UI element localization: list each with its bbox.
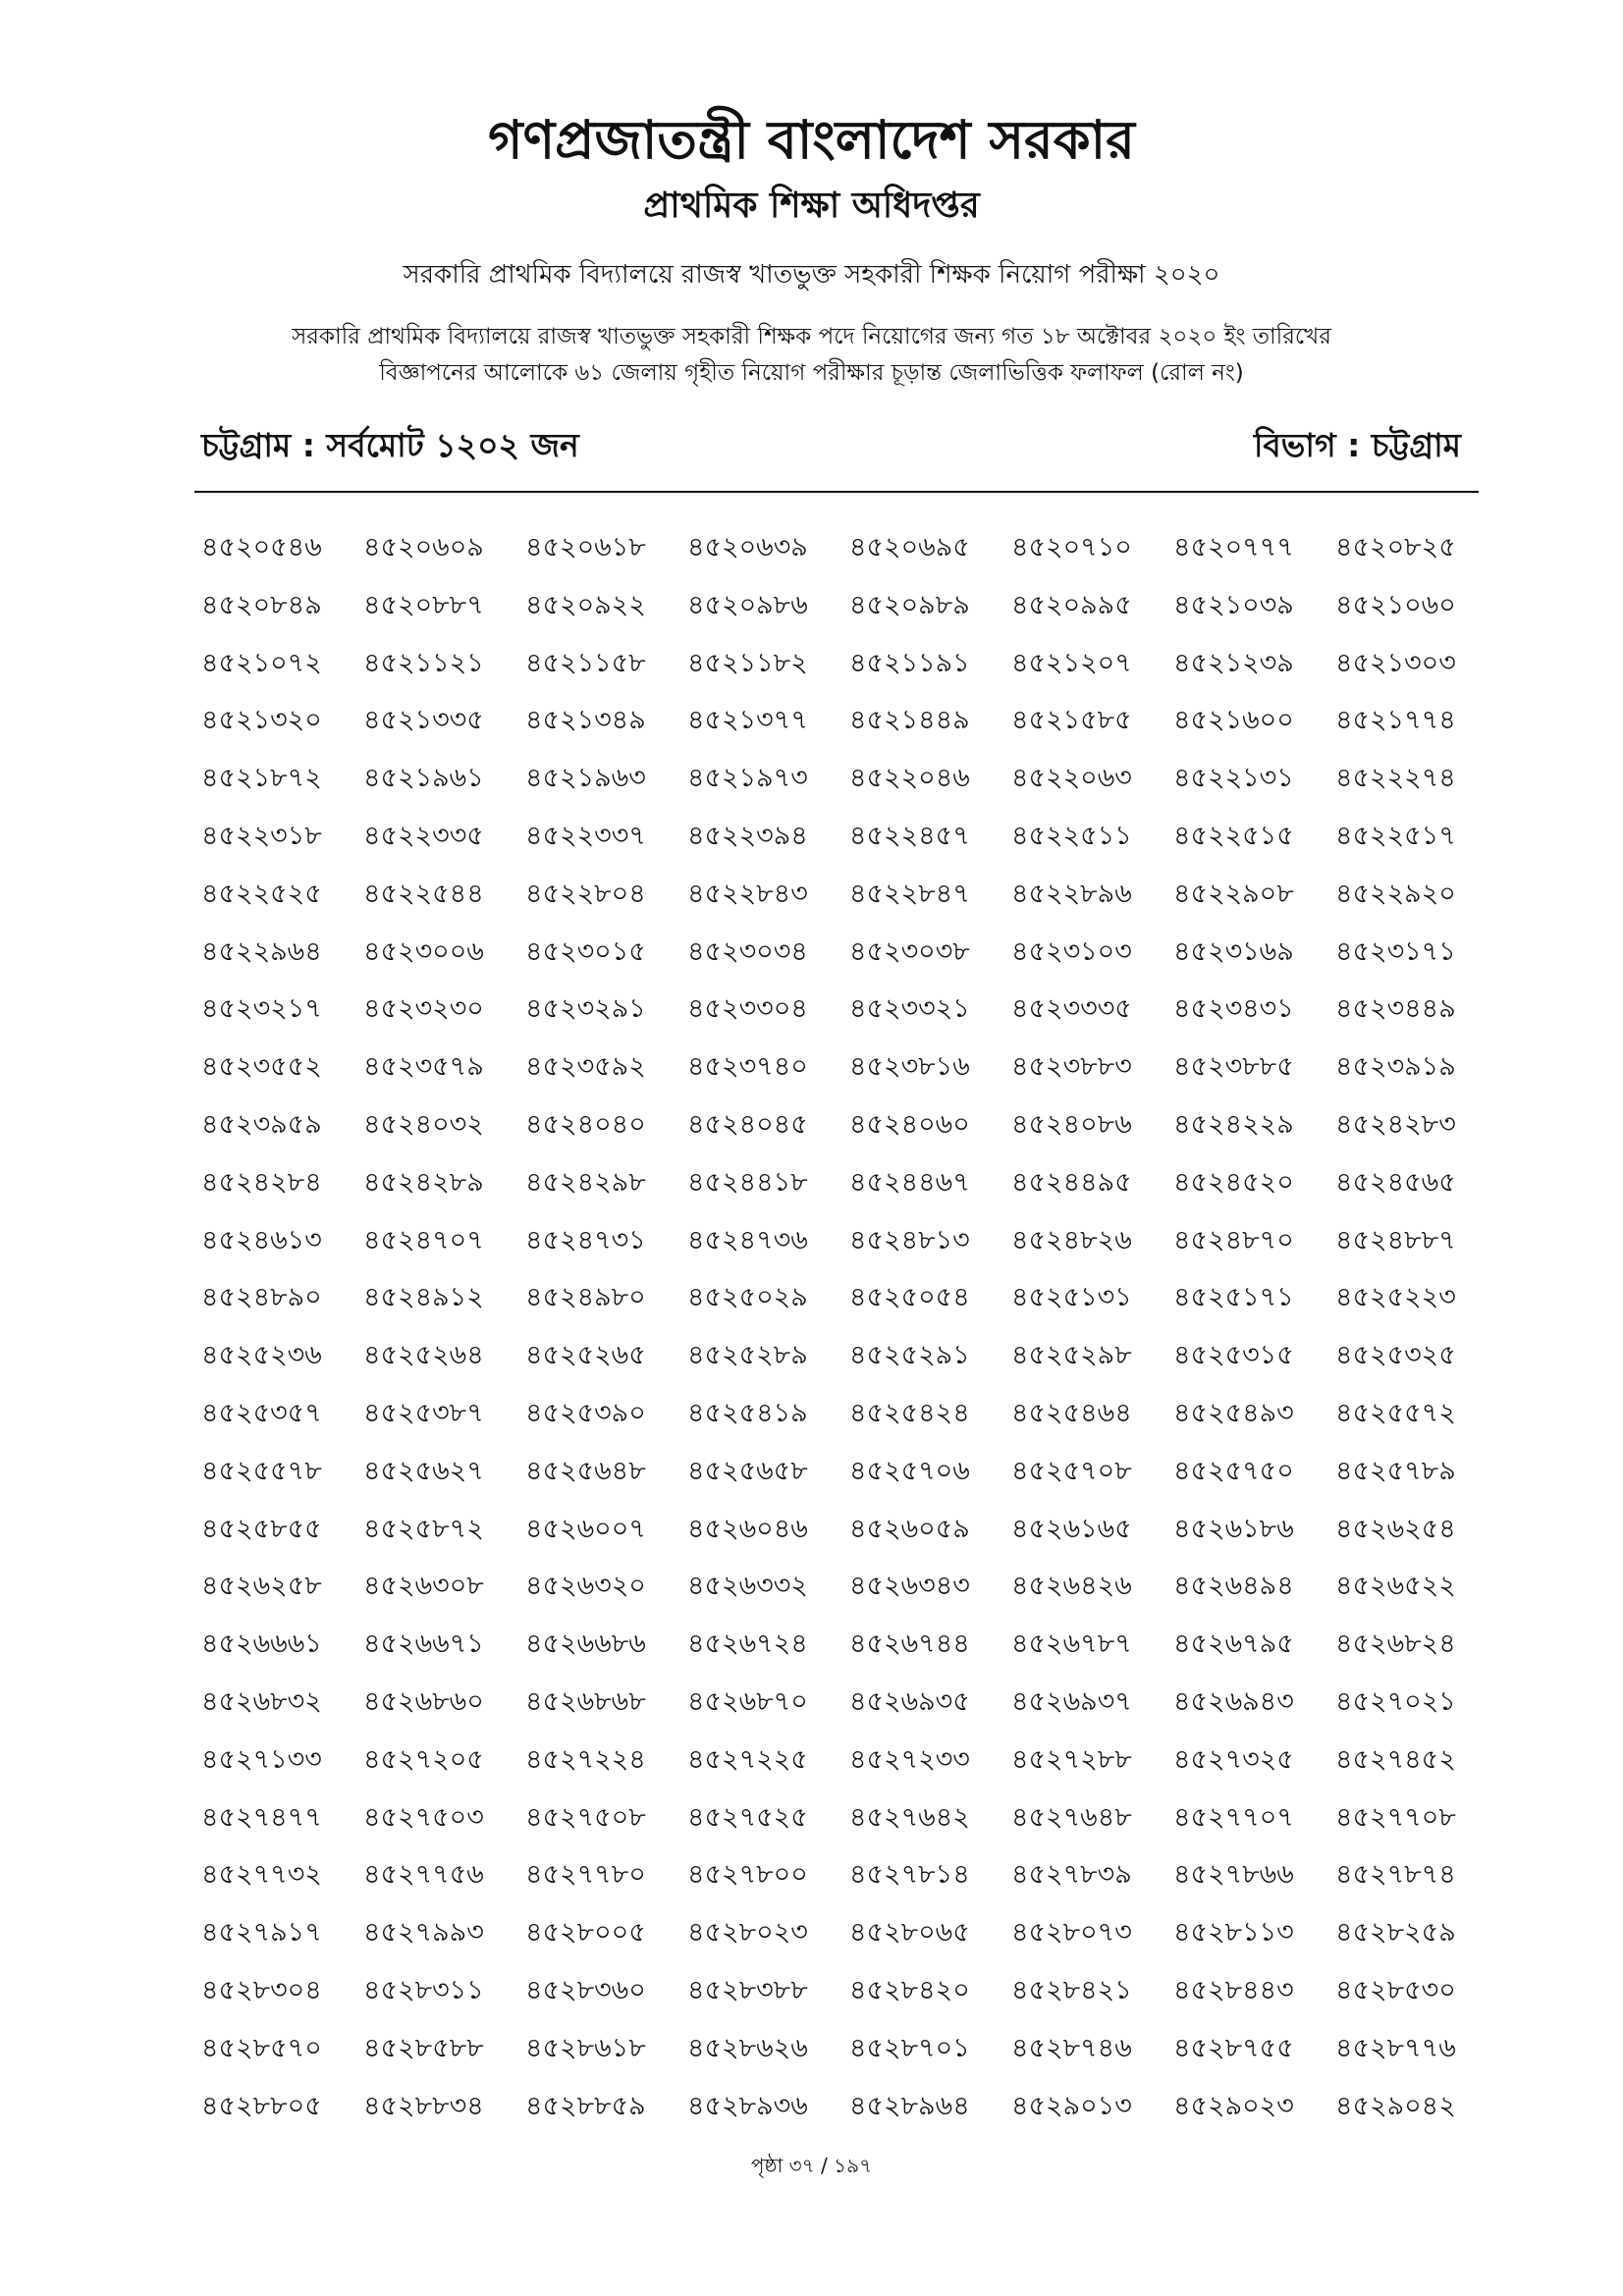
- roll-number: ৪৫২১৩৪৯: [525, 705, 646, 736]
- roll-number: ৪৫২৭৬৪২: [849, 1801, 970, 1833]
- roll-number: ৪৫২২৯০৮: [1173, 878, 1294, 909]
- exam-name: সরকারি প্রাথমিক বিদ্যালয়ে রাজস্ব খাতভুক্ত সহকারী শিক্ষক নিয়োগ পরীক্ষা ২০২০: [403, 260, 1220, 290]
- roll-number: ৪৫২১৭৭৪: [1335, 705, 1456, 736]
- roll-number: ৪৫২১২৩৯: [1173, 647, 1294, 678]
- roll-number: ৪৫২৭৯১৭: [201, 1917, 322, 1949]
- roll-number: ৪৫২৭১৩৩: [201, 1743, 322, 1775]
- roll-number: ৪৫২৬৯৩৭: [1011, 1685, 1132, 1717]
- roll-number: ৪৫২৫২৬৫: [525, 1340, 646, 1371]
- roll-number: ৪৫২৫৭৫০: [1173, 1455, 1294, 1486]
- roll-number: ৪৫২৮৩১১: [363, 1974, 484, 2005]
- roll-number: ৪৫২৬৬৬১: [201, 1629, 322, 1660]
- roll-number: ৪৫২৪২৮৩: [1335, 1108, 1456, 1140]
- roll-number: ৪৫২১১২১: [363, 647, 484, 678]
- roll-number: ৪৫২৫৪১৯: [687, 1397, 808, 1428]
- roll-number: ৪৫২৬৭৮৭: [1011, 1629, 1132, 1660]
- roll-number: ৪৫২০৬৩৯: [687, 532, 808, 562]
- roll-number: ৪৫২০৬৯৫: [849, 532, 970, 562]
- roll-number: ৪৫২৬১৮৬: [1173, 1513, 1294, 1544]
- roll-number: ৪৫২২০৪৬: [849, 763, 970, 794]
- roll-number: ৪৫২৩০৩৪: [687, 935, 808, 967]
- roll-number: ৪৫২৮৯৩৬: [687, 2090, 808, 2121]
- roll-number: ৪৫২৭৯৯৩: [363, 1917, 484, 1949]
- roll-number: ৪৫২৪৮২৬: [1011, 1224, 1132, 1255]
- roll-number: ৪৫২৭৮০০: [687, 1859, 808, 1891]
- roll-number: ৪৫২৫৩৫৭: [201, 1397, 322, 1428]
- roll-number: ৪৫২৩১৬৯: [1173, 935, 1294, 967]
- roll-number: ৪৫২৫২২৩: [1335, 1282, 1456, 1313]
- notice-line-2: বিজ্ঞাপনের আলোকে ৬১ জেলায় গৃহীত নিয়োগ পরীক্ষার চূড়ান্ত জেলাভিত্তিক ফলাফল (রোল নং): [379, 360, 1244, 386]
- roll-number: ৪৫২১৩৭৭: [687, 705, 808, 736]
- roll-number: ৪৫২৪০৪৫: [687, 1108, 808, 1140]
- roll-number: ৪৫২৭৭০৮: [1335, 1801, 1456, 1833]
- roll-number: ৪৫২১৯৬৩: [525, 763, 646, 794]
- roll-number: ৪৫২৭২৮৮: [1011, 1743, 1132, 1775]
- roll-number: ৪৫২৭৩২৫: [1173, 1743, 1294, 1775]
- roll-number: ৪৫২৬২৫৪: [1335, 1513, 1456, 1544]
- roll-number: ৪৫২৩২৩০: [363, 993, 484, 1025]
- roll-number: ৪৫২২২৭৪: [1335, 763, 1456, 794]
- roll-number: ৪৫২২৫১১: [1011, 820, 1132, 851]
- roll-number: ৪৫২০৮২৫: [1335, 532, 1456, 562]
- roll-number: ৪৫২৬১৬৫: [1011, 1513, 1132, 1544]
- roll-number: ৪৫২৬৬৮৬: [525, 1629, 646, 1660]
- district-total-heading: চট্টগ্রাম : সর্বমোট ১২০২ জন: [201, 426, 579, 464]
- roll-number: ৪৫২৬০৪৬: [687, 1513, 808, 1544]
- roll-number: ৪৫২৮৩৮৮: [687, 1974, 808, 2005]
- roll-number: ৪৫২২৪৫৭: [849, 820, 970, 851]
- roll-number: ৪৫২১৬০০: [1173, 705, 1294, 736]
- roll-number: ৪৫২৭০২১: [1335, 1685, 1456, 1717]
- roll-number: ৪৫২৪৪১৮: [687, 1166, 808, 1198]
- roll-number: ৪৫২৮৩৬০: [525, 1974, 646, 2005]
- roll-number: ৪৫২২৯৬৪: [201, 935, 322, 967]
- roll-number: ৪৫২৩৫৯২: [525, 1051, 646, 1083]
- roll-number: ৪৫২৬৮৩২: [201, 1685, 322, 1717]
- roll-number: ৪৫২১১৯১: [849, 647, 970, 678]
- roll-number: ৪৫২১৮৭২: [201, 763, 322, 794]
- roll-number: ৪৫২২৫৪৪: [363, 878, 484, 909]
- roll-number: ৪৫২৪৯১২: [363, 1282, 484, 1313]
- roll-number: ৪৫২৩১৭১: [1335, 935, 1456, 967]
- roll-number: ৪৫২৪০৪০: [525, 1108, 646, 1140]
- roll-number: ৪৫২৬৯৩৫: [849, 1685, 970, 1717]
- roll-number: ৪৫২৫২৯৮: [1011, 1340, 1132, 1371]
- roll-number: ৪৫২০৬১৮: [525, 532, 646, 562]
- roll-number: ৪৫২৭৪৭৭: [201, 1801, 322, 1833]
- roll-number: ৪৫২৬৩০৮: [363, 1571, 484, 1602]
- roll-number: ৪৫২৬৭৪৪: [849, 1629, 970, 1660]
- roll-number: ৪৫২৮১১৩: [1173, 1917, 1294, 1949]
- notice-line-1: সরকারি প্রাথমিক বিদ্যালয়ে রাজস্ব খাতভুক্ত সহকারী শিক্ষক পদে নিয়োগের জন্য গত ১৮ অক্টোবর ২০২০ ইং তারিখের: [292, 324, 1331, 349]
- roll-number: ৪৫২৮০৬৫: [849, 1917, 970, 1949]
- roll-number: ৪৫২৫২৩৬: [201, 1340, 322, 1371]
- roll-number: ৪৫২৯০২৩: [1173, 2090, 1294, 2121]
- roll-number: ৪৫২২৮৯৬: [1011, 878, 1132, 909]
- roll-number: ৪৫২২০৬৩: [1011, 763, 1132, 794]
- roll-number: ৪৫২৭৪৫২: [1335, 1743, 1456, 1775]
- roll-number: ৪৫২০৭৭৭: [1173, 532, 1294, 562]
- roll-number: ৪৫২৫৪৯৩: [1173, 1397, 1294, 1428]
- roll-number: ৪৫২৯০৪২: [1335, 2090, 1456, 2121]
- roll-number: ৪৫২৮২৫৯: [1335, 1917, 1456, 1949]
- roll-number: ৪৫২০৫৪৬: [201, 532, 322, 562]
- roll-number: ৪৫২২৩৯৪: [687, 820, 808, 851]
- roll-number: ৪৫২৮৬১৮: [525, 2032, 646, 2063]
- division-heading: বিভাগ : চট্টগ্রাম: [1253, 426, 1461, 464]
- roll-number: ৪৫২৮৭০১: [849, 2032, 970, 2063]
- department-name: প্রাথমিক শিক্ষা অধিদপ্তর: [643, 186, 980, 226]
- roll-number: ৪৫২২৩৩৫: [363, 820, 484, 851]
- roll-number: ৪৫২৩৩২১: [849, 993, 970, 1025]
- roll-number: ৪৫২৮৭৭৬: [1335, 2032, 1456, 2063]
- roll-number: ৪৫২৭৭০৭: [1173, 1801, 1294, 1833]
- roll-number: ৪৫২৫০২৯: [687, 1282, 808, 1313]
- roll-number: ৪৫২১১৮২: [687, 647, 808, 678]
- roll-number: ৪৫২৮৭৫৫: [1173, 2032, 1294, 2063]
- roll-number: ৪৫২৮৩০৪: [201, 1974, 322, 2005]
- roll-number: ৪৫২৬৮৬০: [363, 1685, 484, 1717]
- roll-number: ৪৫২৬৯৪৩: [1173, 1685, 1294, 1717]
- roll-number: ৪৫২৫০৫৪: [849, 1282, 970, 1313]
- roll-number: ৪৫২৪২৯৮: [525, 1166, 646, 1198]
- roll-number: ৪৫২৪০৮৬: [1011, 1108, 1132, 1140]
- roll-number: ৪৫২৮৪২০: [849, 1974, 970, 2005]
- roll-number: ৪৫২৩৪৪৯: [1335, 993, 1456, 1025]
- roll-number: ৪৫২৫২৬৪: [363, 1340, 484, 1371]
- roll-number: ৪৫২৫৭০৬: [849, 1455, 970, 1486]
- roll-number: ৪৫২৮০২৩: [687, 1917, 808, 1949]
- roll-number: ৪৫২৫৩২৫: [1335, 1340, 1456, 1371]
- roll-number: ৪৫২২৫২৫: [201, 878, 322, 909]
- roll-number: ৪৫২৭৭৮০: [525, 1859, 646, 1891]
- roll-number: ৪৫২১৩২০: [201, 705, 322, 736]
- roll-number: ৪৫২৩৪৩১: [1173, 993, 1294, 1025]
- roll-number: ৪৫২৫৮৫৫: [201, 1513, 322, 1544]
- roll-number: ৪৫২৫৮৭২: [363, 1513, 484, 1544]
- roll-number: ৪৫২৬৪৯৪: [1173, 1571, 1294, 1602]
- roll-number: ৪৫২৭২৩৩: [849, 1743, 970, 1775]
- roll-number: ৪৫২৬৭৯৫: [1173, 1629, 1294, 1660]
- roll-number: ৪৫২৬৩৩২: [687, 1571, 808, 1602]
- roll-number: ৪৫২৪৭০৭: [363, 1224, 484, 1255]
- roll-number: ৪৫২৭২০৫: [363, 1743, 484, 1775]
- roll-number: ৪৫২৩২৯১: [525, 993, 646, 1025]
- roll-number: ৪৫২৭৭৩২: [201, 1859, 322, 1891]
- roll-number: ৪৫২৫৬৪৮: [525, 1455, 646, 1486]
- roll-number: ৪৫২৪৭৩১: [525, 1224, 646, 1255]
- roll-number: ৪৫২৮০০৫: [525, 1917, 646, 1949]
- roll-number: ৪৫২৪৮৯০: [201, 1282, 322, 1313]
- roll-number: ৪৫২৮৭৪৬: [1011, 2032, 1132, 2063]
- roll-number: ৪৫২৪৮১৩: [849, 1224, 970, 1255]
- roll-number: ৪৫২৬২৫৮: [201, 1571, 322, 1602]
- roll-number: ৪৫২৭৫২৫: [687, 1801, 808, 1833]
- roll-number: ৪৫২২৩১৮: [201, 820, 322, 851]
- roll-number: ৪৫২৪৮৮৭: [1335, 1224, 1456, 1255]
- roll-number: ৪৫২৩৯১৯: [1335, 1051, 1456, 1083]
- roll-number: ৪৫২৫৭০৮: [1011, 1455, 1132, 1486]
- roll-number: ৪৫২৯০১৩: [1011, 2090, 1132, 2121]
- roll-number: ৪৫২৫২৯১: [849, 1340, 970, 1371]
- roll-number: ৪৫২১০৩৯: [1173, 589, 1294, 620]
- roll-number: ৪৫২৩০১৫: [525, 935, 646, 967]
- roll-number: ৪৫২৫৩৮৭: [363, 1397, 484, 1428]
- roll-number: ৪৫২৬৮৬৮: [525, 1685, 646, 1717]
- roll-number: ৪৫২৪৪৯৫: [1011, 1166, 1132, 1198]
- roll-number: ৪৫২৫৪৬৪: [1011, 1397, 1132, 1428]
- roll-number: ৪৫২৫৪২৪: [849, 1397, 970, 1428]
- roll-number: ৪৫২৪৫২০: [1173, 1166, 1294, 1198]
- roll-number: ৪৫২৩৩৩৫: [1011, 993, 1132, 1025]
- roll-number: ৪৫২৪৪৬৭: [849, 1166, 970, 1198]
- roll-number: ৪৫২২৯২০: [1335, 878, 1456, 909]
- roll-number: ৪৫২৬৭২৪: [687, 1629, 808, 1660]
- roll-number: ৪৫২৩৯৫৯: [201, 1108, 322, 1140]
- roll-number: ৪৫২৮০৭৩: [1011, 1917, 1132, 1949]
- roll-number: ৪৫২১০৭২: [201, 647, 322, 678]
- roll-number: ৪৫২৮৯৬৪: [849, 2090, 970, 2121]
- roll-number: ৪৫২৭৮৬৬: [1173, 1859, 1294, 1891]
- roll-number: ৪৫২০৬০৯: [363, 532, 484, 562]
- roll-number: ৪৫২৬৪২৬: [1011, 1571, 1132, 1602]
- roll-number: ৪৫২৮৮০৫: [201, 2090, 322, 2121]
- roll-number: ৪৫২৪৫৬৫: [1335, 1166, 1456, 1198]
- roll-number: ৪৫২৭৮১৪: [849, 1859, 970, 1891]
- roll-number: ৪৫২১৯৬১: [363, 763, 484, 794]
- roll-number: ৪৫২৪৮৭০: [1173, 1224, 1294, 1255]
- roll-number: ৪৫২৫৩১৫: [1173, 1340, 1294, 1371]
- roll-number: ৪৫২৩৮১৬: [849, 1051, 970, 1083]
- roll-number: ৪৫২৬৬৭১: [363, 1629, 484, 1660]
- roll-number: ৪৫২৫৫৭২: [1335, 1397, 1456, 1428]
- roll-number: ৪৫২৬৮৭০: [687, 1685, 808, 1717]
- roll-number: ৪৫২৫৬২৭: [363, 1455, 484, 1486]
- roll-number: ৪৫২২৫১৫: [1173, 820, 1294, 851]
- roll-number: ৪৫২০৯২২: [525, 589, 646, 620]
- roll-number: ৪৫২৩৩০৪: [687, 993, 808, 1025]
- roll-number: ৪৫২৩২১৭: [201, 993, 322, 1025]
- roll-number: ৪৫২৬৩৪৩: [849, 1571, 970, 1602]
- roll-number: ৪৫২৫৭৮৯: [1335, 1455, 1456, 1486]
- roll-number: ৪৫২১০৬০: [1335, 589, 1456, 620]
- roll-number: ৪৫২৭২২৪: [525, 1743, 646, 1775]
- roll-number: ৪৫২৪৬১৩: [201, 1224, 322, 1255]
- roll-number: ৪৫২৪০৬০: [849, 1108, 970, 1140]
- roll-number: ৪৫২৪০৩২: [363, 1108, 484, 1140]
- roll-number: ৪৫২৩৮৮৩: [1011, 1051, 1132, 1083]
- roll-number: ৪৫২৬৩২০: [525, 1571, 646, 1602]
- roll-number: ৪৫২১৯৭৩: [687, 763, 808, 794]
- roll-number: ৪৫২৬৫২২: [1335, 1571, 1456, 1602]
- roll-number: ৪৫২২৫১৭: [1335, 820, 1456, 851]
- page-number: পৃষ্ঠা ৩৭ / ১৯৭: [750, 2154, 873, 2177]
- roll-number: ৪৫২৮৫৭০: [201, 2032, 322, 2063]
- page-title: গণপ্রজাতন্ত্রী বাংলাদেশ সরকার: [488, 109, 1135, 171]
- roll-number: ৪৫২০৯৮৬: [687, 589, 808, 620]
- roll-number: ৪৫২৮৫৩০: [1335, 1974, 1456, 2005]
- roll-number: ৪৫২৭৮৭৪: [1335, 1859, 1456, 1891]
- roll-number: ৪৫২১৩৩৫: [363, 705, 484, 736]
- roll-number: ৪৫২২৮৪৩: [687, 878, 808, 909]
- roll-number: ৪৫২৮৪২১: [1011, 1974, 1132, 2005]
- roll-number: ৪৫২১৫৮৫: [1011, 705, 1132, 736]
- roll-number: ৪৫২৫৫৭৮: [201, 1455, 322, 1486]
- roll-number: ৪৫২৪২৮৪: [201, 1166, 322, 1198]
- roll-number: ৪৫২৬০০৭: [525, 1513, 646, 1544]
- roll-number: ৪৫২১৪৪৯: [849, 705, 970, 736]
- roll-number: ৪৫২০৭১০: [1011, 532, 1132, 562]
- header-divider: [194, 491, 1479, 493]
- roll-number: ৪৫২২৮৪৭: [849, 878, 970, 909]
- roll-number: ৪৫২৫১৭১: [1173, 1282, 1294, 1313]
- roll-number: ৪৫২৪২৮৯: [363, 1166, 484, 1198]
- roll-number: ৪৫২৭৭৫৬: [363, 1859, 484, 1891]
- roll-number: ৪৫২৪২২৯: [1173, 1108, 1294, 1140]
- roll-number: ৪৫২৩০০৬: [363, 935, 484, 967]
- roll-number: ৪৫২৩১০৩: [1011, 935, 1132, 967]
- roll-number: ৪৫২৮৪৪৩: [1173, 1974, 1294, 2005]
- roll-number: ৪৫২৭৬৪৮: [1011, 1801, 1132, 1833]
- roll-number: ৪৫২২১৩১: [1173, 763, 1294, 794]
- roll-number: ৪৫২১১৫৮: [525, 647, 646, 678]
- roll-number: ৪৫২৪৯৮০: [525, 1282, 646, 1313]
- roll-number: ৪৫২৭৫০৩: [363, 1801, 484, 1833]
- roll-number: ৪৫২০৯৯৫: [1011, 589, 1132, 620]
- roll-number: ৪৫২০৯৮৯: [849, 589, 970, 620]
- roll-number: ৪৫২১২০৭: [1011, 647, 1132, 678]
- roll-number: ৪৫২৮৮৩৪: [363, 2090, 484, 2121]
- roll-number: ৪৫২৬০৫৯: [849, 1513, 970, 1544]
- roll-number: ৪৫২৭৮৩৯: [1011, 1859, 1132, 1891]
- roll-number: ৪৫২১৩০৩: [1335, 647, 1456, 678]
- roll-number: ৪৫২০৮৪৯: [201, 589, 322, 620]
- roll-number: ৪৫২৩৮৮৫: [1173, 1051, 1294, 1083]
- roll-number: ৪৫২৮৮৫৯: [525, 2090, 646, 2121]
- roll-number: ৪৫২২৩৩৭: [525, 820, 646, 851]
- roll-number: ৪৫২০৮৮৭: [363, 589, 484, 620]
- roll-number: ৪৫২৭২২৫: [687, 1743, 808, 1775]
- roll-number: ৪৫২৩৭৪০: [687, 1051, 808, 1083]
- roll-number: ৪৫২৩৫৫২: [201, 1051, 322, 1083]
- roll-number: ৪৫২৬৮২৪: [1335, 1629, 1456, 1660]
- roll-number: ৪৫২৫৩৯০: [525, 1397, 646, 1428]
- roll-number: ৪৫২২৮০৪: [525, 878, 646, 909]
- roll-number: ৪৫২৫২৮৯: [687, 1340, 808, 1371]
- roll-number: ৪৫২৫১৩১: [1011, 1282, 1132, 1313]
- roll-number: ৪৫২৭৫০৮: [525, 1801, 646, 1833]
- roll-number: ৪৫২৩৫৭৯: [363, 1051, 484, 1083]
- roll-number: ৪৫২৫৬৫৮: [687, 1455, 808, 1486]
- roll-number: ৪৫২৮৬২৬: [687, 2032, 808, 2063]
- roll-number-grid: [201, 528, 1497, 2144]
- roll-number: ৪৫২৮৫৮৮: [363, 2032, 484, 2063]
- roll-number: ৪৫২৩০৩৮: [849, 935, 970, 967]
- roll-number: ৪৫২৪৭৩৬: [687, 1224, 808, 1255]
